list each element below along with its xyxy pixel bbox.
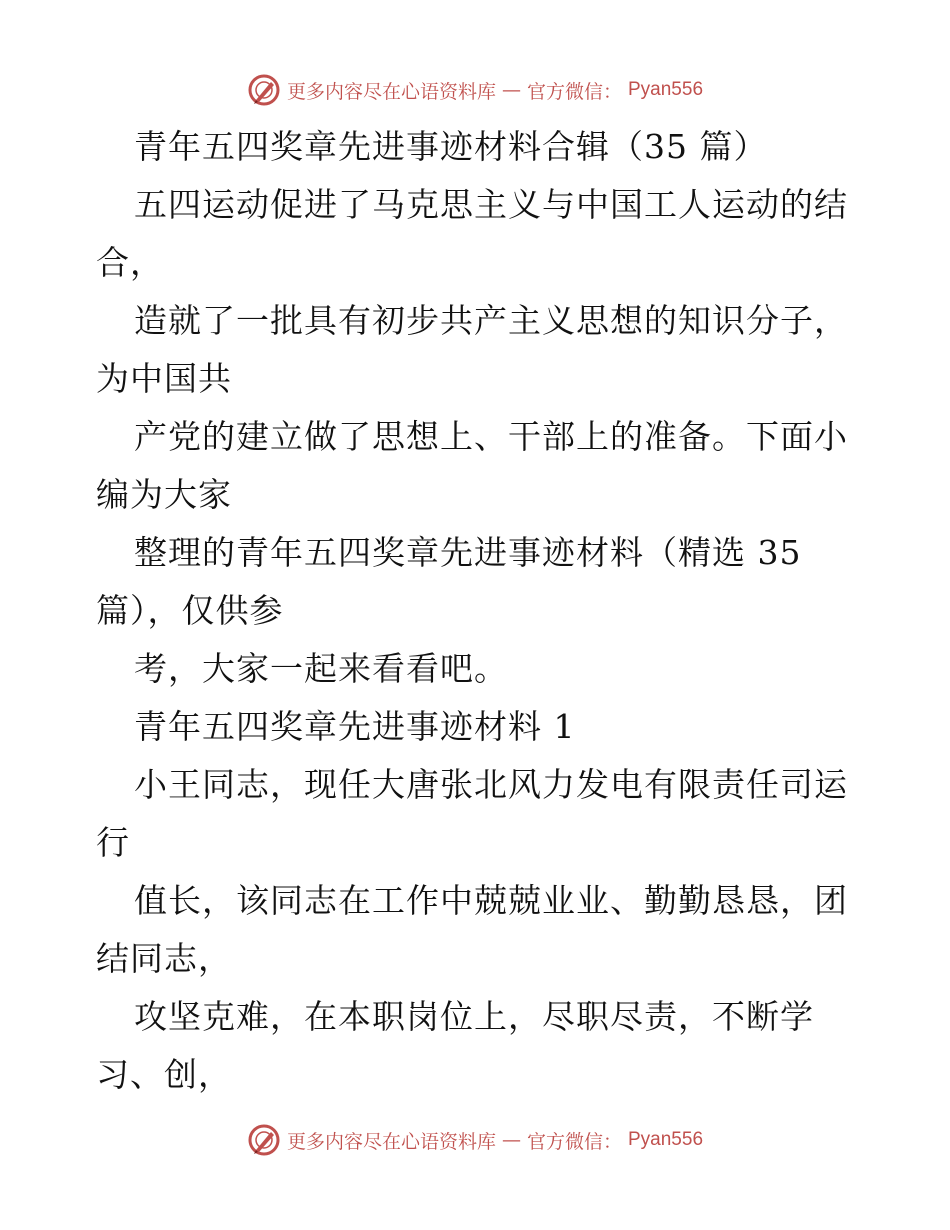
footer-watermark-main: 更多内容尽在心语资料库: [286, 1130, 496, 1153]
doc-title: 青年五四奖章先进事迹材料合辑（35 篇）: [134, 127, 768, 166]
header-watermark-group: [247, 73, 703, 107]
header-watermark-main: 更多内容尽在心语资料库: [286, 80, 496, 103]
paragraph-line: 编为大家: [96, 475, 232, 514]
header-watermark: [0, 70, 950, 110]
paragraph-line: 行: [96, 823, 130, 862]
paragraph-line: 五四运动促进了马克思主义与中国工人运动的结: [134, 185, 848, 224]
paragraph-line: 习、创，: [96, 1055, 232, 1094]
header-watermark-contact: 官方微信：: [526, 80, 622, 103]
paragraph-line: 考，大家一起来看看吧。: [134, 649, 508, 688]
header-watermark-dash: —: [501, 79, 521, 101]
paragraph-line: 合，: [96, 243, 164, 282]
paragraph-line: 攻坚克难，在本职岗位上，尽职尽责，不断学: [134, 997, 814, 1036]
pen-logo-icon: [247, 1123, 281, 1157]
paragraph-line: 篇），仅供参: [96, 591, 284, 630]
section-heading: 青年五四奖章先进事迹材料 1: [134, 707, 576, 746]
pen-logo-icon: [247, 73, 281, 107]
footer-watermark-group: [247, 1123, 703, 1157]
paragraph-line: 造就了一批具有初步共产主义思想的知识分子，: [134, 301, 848, 340]
paragraph-line: 小王同志，现任大唐张北风力发电有限责任司运: [134, 765, 848, 804]
footer-watermark-contact: 官方微信：: [526, 1130, 622, 1153]
footer-watermark: [0, 1120, 950, 1160]
header-watermark-id: Pyan556: [628, 79, 704, 100]
paragraph-line: 整理的青年五四奖章先进事迹材料（精选 35: [134, 533, 802, 572]
paragraph-line: 产党的建立做了思想上、干部上的准备。下面小: [134, 417, 848, 456]
footer-watermark-id: Pyan556: [628, 1129, 704, 1150]
paragraph-line: 值长，该同志在工作中兢兢业业、勤勤恳恳，团: [134, 881, 848, 920]
footer-watermark-dash: —: [501, 1129, 521, 1151]
paragraph-line: 结同志，: [96, 939, 232, 978]
document-body: [96, 118, 856, 1104]
paragraph-line: 为中国共: [96, 359, 232, 398]
